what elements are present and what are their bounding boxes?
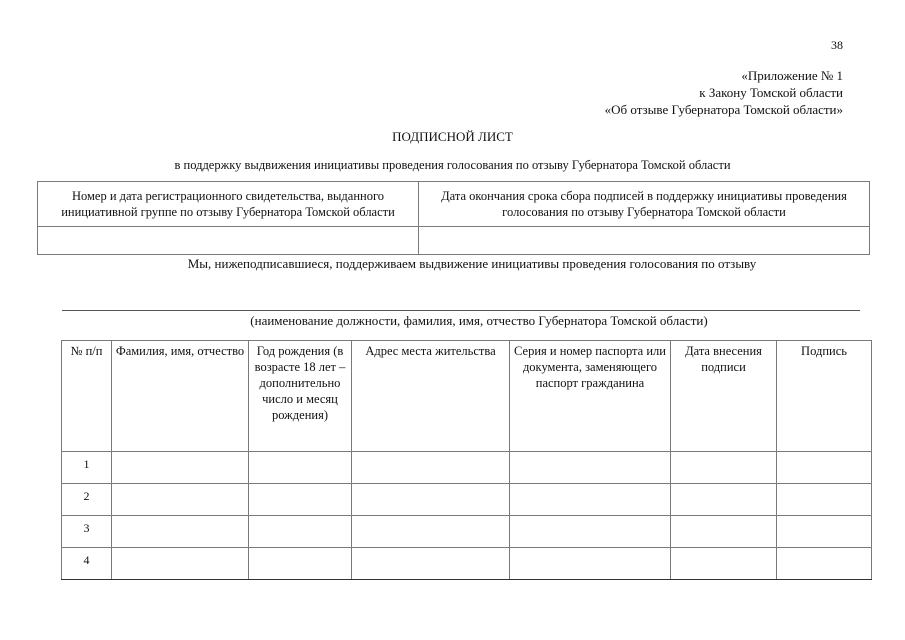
cell-passport[interactable]	[510, 548, 671, 580]
table-row	[62, 516, 872, 548]
declaration-text: Мы, нижеподписавшиеся, поддерживаем выдвижение инициативы проведения голосования по отзыву	[187, 256, 757, 271]
cell-signing-date[interactable]	[671, 516, 777, 548]
cell-signing-date[interactable]	[671, 484, 777, 516]
document-title: ПОДПИСНОЙ ЛИСТ	[392, 129, 513, 144]
cell-signature[interactable]	[777, 484, 872, 516]
header-number: № п/п	[62, 341, 112, 452]
table-row	[62, 452, 872, 484]
cell-address[interactable]	[352, 452, 510, 484]
header-address: Адрес места жительства	[352, 341, 510, 452]
cell-signature[interactable]	[777, 548, 872, 580]
governor-name-line[interactable]	[62, 310, 860, 311]
signatures-table	[61, 340, 872, 580]
row-number: 3	[62, 516, 112, 548]
collection-end-date-header: Дата окончания срока сбора подписей в поддержку инициативы проведения голосования по отзыву Губернатора Томской области	[419, 182, 870, 227]
header-birth-year: Год рождения (в возрасте 18 лет – дополнительно число и месяц рождения)	[249, 341, 352, 452]
cell-full-name[interactable]	[112, 548, 249, 580]
header-signature: Подпись	[777, 341, 872, 452]
appendix-line-3: «Об отзыве Губернатора Томской области»	[604, 102, 843, 117]
table-row	[62, 484, 872, 516]
registration-table	[37, 181, 870, 255]
cell-address[interactable]	[352, 484, 510, 516]
page-number: 38	[831, 38, 843, 52]
cell-full-name[interactable]	[112, 516, 249, 548]
signatures-header-row	[62, 341, 872, 452]
cell-passport[interactable]	[510, 516, 671, 548]
row-number: 4	[62, 548, 112, 580]
cell-signature[interactable]	[777, 516, 872, 548]
cell-passport[interactable]	[510, 452, 671, 484]
row-number: 2	[62, 484, 112, 516]
registration-number-cell[interactable]	[38, 227, 419, 255]
appendix-line-2: к Закону Томской области	[699, 85, 843, 100]
cell-birth-year[interactable]	[249, 452, 352, 484]
header-passport: Серия и номер паспорта или документа, заменяющего паспорт гражданина	[510, 341, 671, 452]
cell-birth-year[interactable]	[249, 516, 352, 548]
header-full-name: Фамилия, имя, отчество	[112, 341, 249, 452]
header-signing-date: Дата внесения подписи	[671, 341, 777, 452]
cell-address[interactable]	[352, 516, 510, 548]
document-subtitle: в поддержку выдвижения инициативы проведения голосования по отзыву Губернатора Томской области	[174, 158, 731, 172]
cell-full-name[interactable]	[112, 452, 249, 484]
cell-signature[interactable]	[777, 452, 872, 484]
governor-name-caption: (наименование должности, фамилия, имя, отчество Губернатора Томской области)	[250, 313, 708, 328]
cell-birth-year[interactable]	[249, 484, 352, 516]
cell-passport[interactable]	[510, 484, 671, 516]
cell-signing-date[interactable]	[671, 452, 777, 484]
registration-number-header: Номер и дата регистрационного свидетельства, выданного инициативной группе по отзыву Губернатора Томской области	[38, 182, 419, 227]
row-number: 1	[62, 452, 112, 484]
appendix-reference	[605, 67, 843, 118]
collection-end-date-cell[interactable]	[419, 227, 870, 255]
table-row	[62, 548, 872, 580]
cell-full-name[interactable]	[112, 484, 249, 516]
appendix-line-1: «Приложение № 1	[741, 68, 843, 83]
cell-address[interactable]	[352, 548, 510, 580]
cell-signing-date[interactable]	[671, 548, 777, 580]
cell-birth-year[interactable]	[249, 548, 352, 580]
